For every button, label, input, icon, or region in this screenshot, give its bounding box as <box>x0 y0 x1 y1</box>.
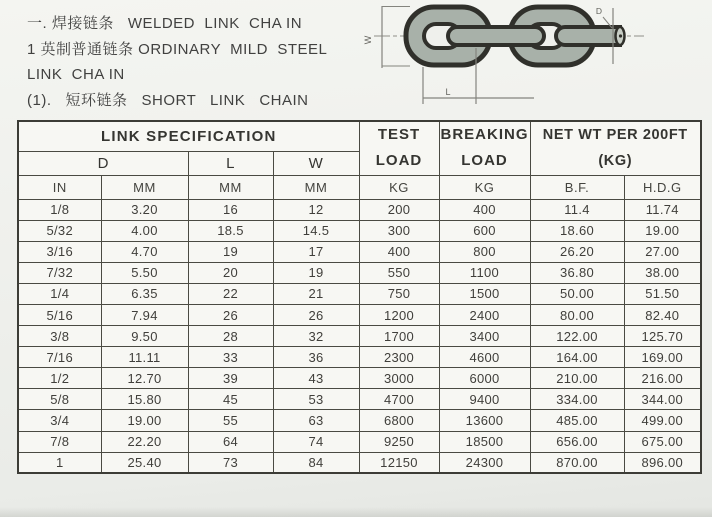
table-cell: 51.50 <box>624 283 701 304</box>
table-cell: 7/32 <box>18 262 101 283</box>
table-cell: 12 <box>273 199 359 220</box>
table-cell: 12150 <box>359 452 439 473</box>
table-cell: 20 <box>188 262 273 283</box>
table-row <box>18 410 701 431</box>
table-cell: 64 <box>188 431 273 452</box>
table-cell: 11.74 <box>624 199 701 220</box>
title-line-short-link-chain: (1). 短环链条 SHORT LINK CHAIN <box>27 91 309 109</box>
table-cell: 216.00 <box>624 368 701 389</box>
table-cell: 53 <box>273 389 359 410</box>
table-cell: 28 <box>188 326 273 347</box>
table-cell: 38.00 <box>624 262 701 283</box>
table-cell: 5/32 <box>18 220 101 241</box>
header-net-wt-per-200ft <box>530 121 701 175</box>
unit-hdg: H.D.G <box>624 175 701 199</box>
table-row <box>18 368 701 389</box>
header-breaking-load-line2: LOAD <box>461 152 508 170</box>
table-cell: 656.00 <box>530 431 624 452</box>
chain-bar-cut-center-dot <box>619 34 622 37</box>
table-cell: 4.70 <box>101 241 188 262</box>
table-cell: 26.20 <box>530 241 624 262</box>
table-cell: 22.20 <box>101 431 188 452</box>
table-cell: 1 <box>18 452 101 473</box>
table-cell: 1700 <box>359 326 439 347</box>
table-cell: 24300 <box>439 452 530 473</box>
table-cell: 7/8 <box>18 431 101 452</box>
table-cell: 4600 <box>439 347 530 368</box>
table-cell: 9.50 <box>101 326 188 347</box>
table-cell: 125.70 <box>624 326 701 347</box>
dim-w-label: W <box>363 35 373 45</box>
table-cell: 36 <box>273 347 359 368</box>
table-cell: 164.00 <box>530 347 624 368</box>
table-cell: 9250 <box>359 431 439 452</box>
table-cell: 55 <box>188 410 273 431</box>
table-row <box>18 220 701 241</box>
table-row <box>18 431 701 452</box>
table-cell: 22 <box>188 283 273 304</box>
header-w: W <box>273 151 359 175</box>
table-row <box>18 452 701 473</box>
table-cell: 499.00 <box>624 410 701 431</box>
table-cell: 21 <box>273 283 359 304</box>
table-cell: 3.20 <box>101 199 188 220</box>
table-cell: 84 <box>273 452 359 473</box>
title-line-ordinary-mild-steel: 1 英制普通链条 ORDINARY MILD STEEL <box>27 40 328 58</box>
table-cell: 5/8 <box>18 389 101 410</box>
table-row <box>18 304 701 325</box>
header-breaking-load <box>439 121 530 175</box>
table-cell: 750 <box>359 283 439 304</box>
table-row <box>18 347 701 368</box>
table-cell: 4700 <box>359 389 439 410</box>
table-cell: 17 <box>273 241 359 262</box>
table-cell: 12.70 <box>101 368 188 389</box>
table-row <box>18 283 701 304</box>
header-net-wt-line1: NET WT PER 200FT <box>542 127 688 144</box>
dim-d-label: D <box>595 6 603 16</box>
table-cell: 33 <box>188 347 273 368</box>
table-cell: 122.00 <box>530 326 624 347</box>
table-cell: 896.00 <box>624 452 701 473</box>
chain-link-edge-bar <box>448 27 544 45</box>
chain-link-cut-bar <box>556 27 620 45</box>
table-cell: 1100 <box>439 262 530 283</box>
table-cell: 13600 <box>439 410 530 431</box>
table-cell: 3/8 <box>18 326 101 347</box>
table-cell: 26 <box>188 304 273 325</box>
link-specification-table <box>17 120 702 474</box>
table-cell: 550 <box>359 262 439 283</box>
table-cell: 50.00 <box>530 283 624 304</box>
header-test-load-line1: TEST <box>377 126 421 144</box>
header-l: L <box>188 151 273 175</box>
table-cell: 6000 <box>439 368 530 389</box>
table-cell: 27.00 <box>624 241 701 262</box>
table-cell: 80.00 <box>530 304 624 325</box>
table-cell: 344.00 <box>624 389 701 410</box>
table-cell: 18.60 <box>530 220 624 241</box>
header-test-load <box>359 121 439 175</box>
table-cell: 25.40 <box>101 452 188 473</box>
table-cell: 1/8 <box>18 199 101 220</box>
table-cell: 300 <box>359 220 439 241</box>
table-cell: 74 <box>273 431 359 452</box>
table-cell: 7.94 <box>101 304 188 325</box>
table-row <box>18 262 701 283</box>
table-cell: 19.00 <box>624 220 701 241</box>
document-title-block <box>27 11 327 113</box>
table-row <box>18 199 701 220</box>
table-cell: 19 <box>188 241 273 262</box>
table-cell: 15.80 <box>101 389 188 410</box>
table-cell: 2300 <box>359 347 439 368</box>
unit-w-mm: MM <box>273 175 359 199</box>
table-cell: 5.50 <box>101 262 188 283</box>
header-d: D <box>18 151 188 175</box>
table-row <box>18 241 701 262</box>
spec-table-body <box>18 199 701 473</box>
table-cell: 3000 <box>359 368 439 389</box>
table-cell: 73 <box>188 452 273 473</box>
table-cell: 19 <box>273 262 359 283</box>
unit-d-mm: MM <box>101 175 188 199</box>
table-cell: 334.00 <box>530 389 624 410</box>
table-cell: 11.11 <box>101 347 188 368</box>
page-bottom-shadow <box>0 507 712 517</box>
chain-technical-drawing <box>356 0 712 113</box>
table-cell: 3400 <box>439 326 530 347</box>
unit-l-mm: MM <box>188 175 273 199</box>
table-cell: 82.40 <box>624 304 701 325</box>
title-line-welded-link-chain: 一. 焊接链条 WELDED LINK CHA IN <box>27 15 303 32</box>
title-line-link-chain: LINK CHA IN <box>27 66 125 83</box>
unit-breaking-load-kg: KG <box>439 175 530 199</box>
unit-d-in: IN <box>18 175 101 199</box>
table-cell: 26 <box>273 304 359 325</box>
table-cell: 600 <box>439 220 530 241</box>
header-link-specification: LINK SPECIFICATION <box>18 121 359 151</box>
table-cell: 485.00 <box>530 410 624 431</box>
table-cell: 675.00 <box>624 431 701 452</box>
table-cell: 39 <box>188 368 273 389</box>
table-cell: 3/4 <box>18 410 101 431</box>
table-cell: 400 <box>359 241 439 262</box>
table-cell: 16 <box>188 199 273 220</box>
table-cell: 32 <box>273 326 359 347</box>
table-cell: 11.4 <box>530 199 624 220</box>
table-cell: 14.5 <box>273 220 359 241</box>
table-cell: 63 <box>273 410 359 431</box>
table-cell: 1500 <box>439 283 530 304</box>
table-cell: 4.00 <box>101 220 188 241</box>
table-cell: 870.00 <box>530 452 624 473</box>
table-cell: 45 <box>188 389 273 410</box>
unit-test-load-kg: KG <box>359 175 439 199</box>
table-cell: 19.00 <box>101 410 188 431</box>
dim-l-label: L <box>445 87 451 97</box>
header-test-load-line2: LOAD <box>375 152 423 170</box>
table-cell: 210.00 <box>530 368 624 389</box>
table-cell: 1200 <box>359 304 439 325</box>
table-cell: 18500 <box>439 431 530 452</box>
table-cell: 36.80 <box>530 262 624 283</box>
table-row <box>18 326 701 347</box>
table-cell: 6800 <box>359 410 439 431</box>
table-cell: 400 <box>439 199 530 220</box>
table-cell: 1/2 <box>18 368 101 389</box>
table-cell: 43 <box>273 368 359 389</box>
table-cell: 169.00 <box>624 347 701 368</box>
table-cell: 18.5 <box>188 220 273 241</box>
table-cell: 3/16 <box>18 241 101 262</box>
table-cell: 6.35 <box>101 283 188 304</box>
table-cell: 9400 <box>439 389 530 410</box>
table-cell: 2400 <box>439 304 530 325</box>
table-cell: 1/4 <box>18 283 101 304</box>
table-cell: 7/16 <box>18 347 101 368</box>
table-cell: 200 <box>359 199 439 220</box>
table-row <box>18 389 701 410</box>
header-breaking-load-line1: BREAKING <box>440 126 529 144</box>
table-cell: 800 <box>439 241 530 262</box>
header-net-wt-line2: (KG) <box>598 153 633 170</box>
unit-bf: B.F. <box>530 175 624 199</box>
table-cell: 5/16 <box>18 304 101 325</box>
